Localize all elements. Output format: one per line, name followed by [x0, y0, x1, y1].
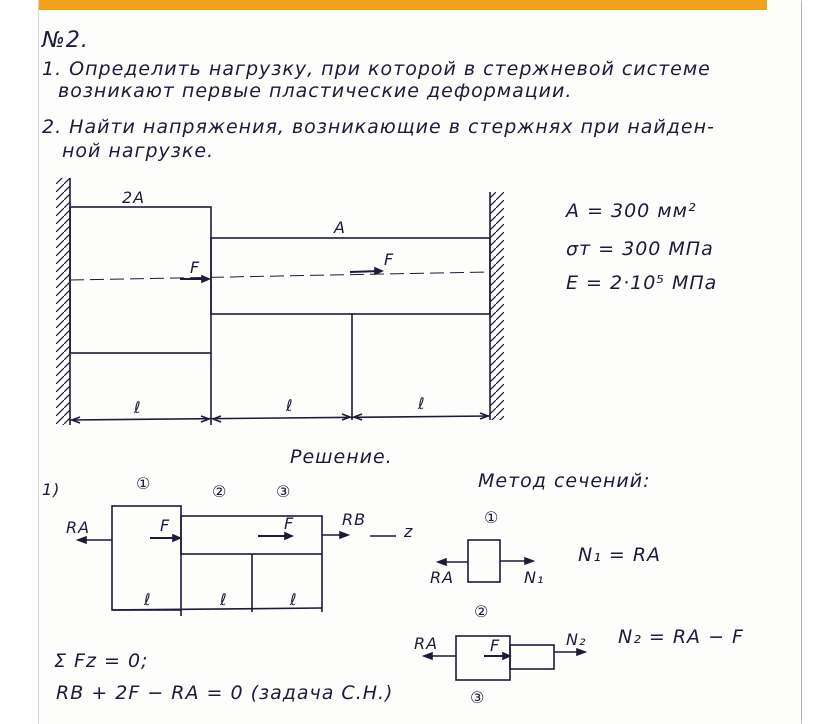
sol-length-2: ℓ: [220, 590, 228, 609]
label-F2: F: [384, 250, 395, 269]
solution-step: 1): [42, 480, 61, 499]
section-1-N1-label: N₁: [524, 568, 545, 587]
task-2-line-2: ной нагрузке.: [62, 140, 215, 162]
label-2A: 2A: [122, 188, 146, 207]
equilibrium-condition: Σ Fz = 0;: [54, 650, 149, 672]
section-2-N2-arrowhead: [577, 649, 585, 655]
section-1-RA-label: RA: [430, 568, 455, 587]
sol-bar-A: [181, 516, 322, 554]
sol-F-arrowhead-2: [285, 533, 292, 539]
sol-RB-arrowhead: [340, 532, 348, 538]
bar-A: [211, 238, 490, 314]
label-F1: F: [190, 258, 201, 277]
sol-RA-arrowhead: [78, 537, 86, 543]
section-1-RA-arrowhead: [438, 559, 446, 565]
section-2-RA-label: RA: [414, 634, 439, 653]
force-arrowhead-2: [375, 268, 382, 274]
sol-F-label-1: F: [160, 516, 171, 535]
section-2-N2-label: N₂: [566, 630, 587, 649]
sol-RA-label: RA: [66, 518, 91, 537]
right-wall-hatch: [490, 192, 504, 420]
section-number-1: ①: [136, 474, 152, 493]
equilibrium-equation: RB + 2F − RA = 0 (задача С.Н.): [56, 682, 394, 704]
task-1-line-2: возникают первые пластические деформации.: [58, 80, 573, 102]
section-2-box-thick: [456, 636, 510, 680]
given-yield-stress: σт = 300 МПа: [566, 238, 714, 260]
dimension-line: [70, 416, 490, 420]
axis-line: [70, 272, 490, 280]
given-area: A = 300 мм²: [566, 200, 697, 222]
task-1-line-1: 1. Определить нагрузку, при которой в стержневой системе: [42, 58, 711, 80]
solution-heading: Решение.: [290, 446, 393, 468]
problem-number: №2.: [42, 28, 89, 53]
section-2-box-thin: [510, 645, 554, 669]
sol-F-arrowhead-1: [173, 535, 180, 541]
sol-RB-label: RB: [342, 510, 367, 529]
section-2-F-arrowhead: [503, 653, 510, 659]
task-2-line-1: 2. Найти напряжения, возникающие в стержнях при найден-: [42, 116, 715, 138]
sol-F-label-2: F: [284, 514, 295, 533]
method-circle-3: ③: [470, 688, 486, 707]
force-arrowhead-1: [202, 276, 209, 282]
equation-N1: N₁ = RA: [578, 544, 662, 566]
section-2-RA-arrowhead: [424, 653, 432, 659]
label-A: A: [334, 218, 346, 237]
section-2-F-label: F: [490, 636, 501, 655]
sol-length-1: ℓ: [144, 590, 152, 609]
method-heading: Метод сечений:: [478, 470, 651, 492]
length-label-3: ℓ: [418, 394, 426, 413]
section-number-3: ③: [276, 482, 292, 501]
left-wall-hatch: [56, 178, 70, 425]
length-label-1: ℓ: [134, 398, 142, 417]
section-1-N1-arrowhead: [525, 558, 533, 564]
given-modulus: E = 2·10⁵ МПа: [566, 272, 718, 294]
sol-z-label: z: [404, 522, 414, 541]
method-circle-1: ①: [484, 508, 500, 527]
equation-N2: N₂ = RA − F: [618, 626, 744, 648]
section-1-box: [468, 540, 500, 582]
method-circle-2: ②: [474, 602, 490, 621]
length-label-2: ℓ: [286, 396, 294, 415]
sol-length-3: ℓ: [290, 590, 298, 609]
section-number-2: ②: [212, 482, 228, 501]
